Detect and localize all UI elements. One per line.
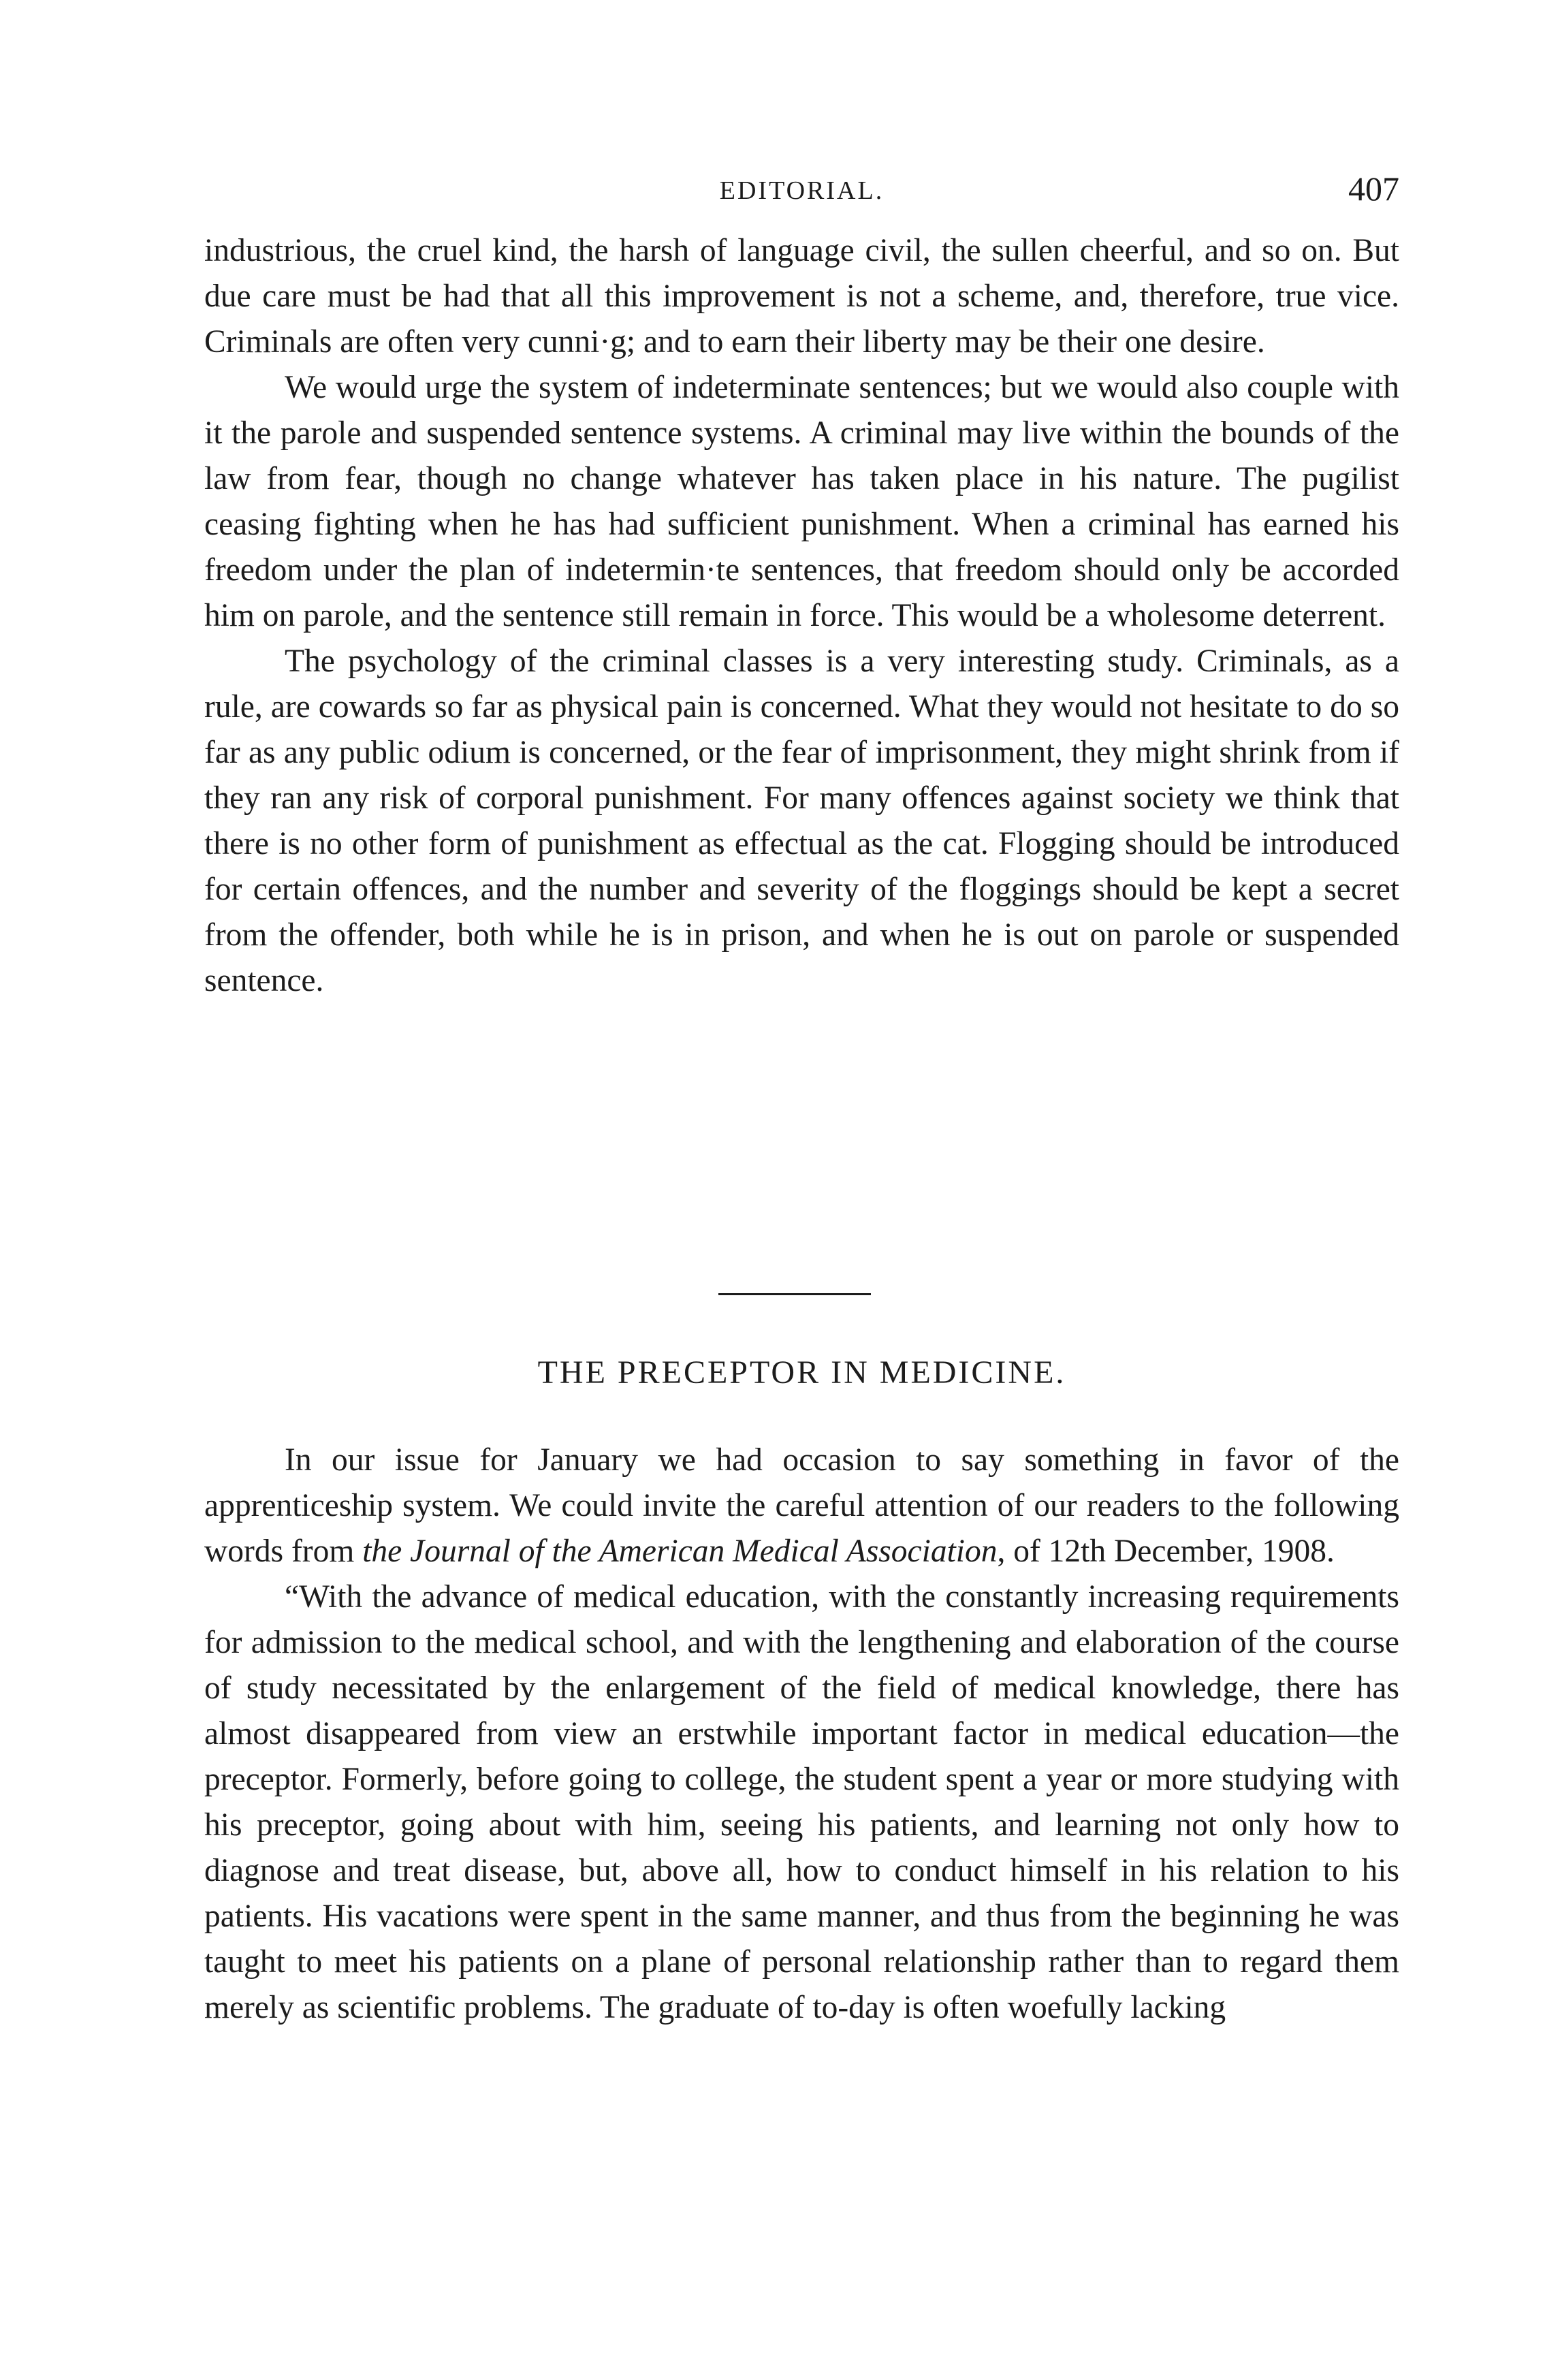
- paragraph-text: In our issue for January we had occasion to say something in favor of the apprenticeship system. We could invite the careful attention of our readers to the following words from: [204, 1442, 1399, 1569]
- page-number: 407: [1348, 170, 1399, 208]
- quoted-paragraph: “With the advance of medical education, with the constantly increasing requirements for admission to the medical school, and with the lengthening and elaboration of the course of study necessitated by the enlargement of the field of medical knowledge, there has almost disappeared from view an erstwhile important factor in medical education—the preceptor. Formerly, before going to college, the student spent a year or more studying with his preceptor, going about with him, seeing his patients, and learning not only how to diagnose and treat disease, but, above all, how to conduct himself in his relation to his patients. His vacations were spent in the same manner, and thus from the beginning he was taught to meet his patients on a plane of personal relationship rather than to regard them merely as scientific problems. The graduate of to-day is often woefully lacking: [204, 1579, 1399, 2025]
- page-header: [204, 169, 1399, 217]
- editorial-continued-text: [204, 228, 1399, 1004]
- paragraph: We would urge the system of indeterminate sentences; but we would also couple with it the parole and suspended sentence systems. A criminal may live within the bounds of the law from fear, though no change whatever has taken place in his nature. The pugilist ceasing fighting when he has had sufficient punishment. When a criminal has earned his freedom under the plan of indetermin·te sentences, that freedom should only be accorded him on parole, and the sentence still remain in force. This would be a wholesome deterrent.: [204, 370, 1399, 633]
- running-head: EDITORIAL.: [719, 176, 885, 205]
- preceptor-section-text: [204, 1438, 1399, 2031]
- paragraph: [204, 1438, 1399, 1574]
- paragraph-text: , of 12th December, 1908.: [997, 1534, 1335, 1569]
- section-title: THE PRECEPTOR IN MEDICINE.: [537, 1354, 1066, 1391]
- paragraph: The psychology of the criminal classes is a very interesting study. Criminals, as a rule, are cowards so far as physical pain is concerned. What they would not hesitate to do so far as any public odium is concerned, or the fear of imprisonment, they might shrink from if they ran any risk of corporal punishment. For many offences against society we think that there is no other form of punishment as effectual as the cat. Flogging should be introduced for certain offences, and the number and severity of the floggings should be kept a secret from the offender, both while he is in prison, and when he is out on parole or suspended sentence.: [204, 644, 1399, 998]
- paragraph: industrious, the cruel kind, the harsh of language civil, the sullen cheerful, and so on. But due care must be had that all this improvement is not a scheme, and, therefore, true vice. Criminals are often very cunni·g; and to earn their liberty may be their one desire.: [204, 233, 1399, 360]
- journal-title: the Journal of the American Medical Association: [362, 1534, 998, 1569]
- section-divider: [718, 1293, 871, 1295]
